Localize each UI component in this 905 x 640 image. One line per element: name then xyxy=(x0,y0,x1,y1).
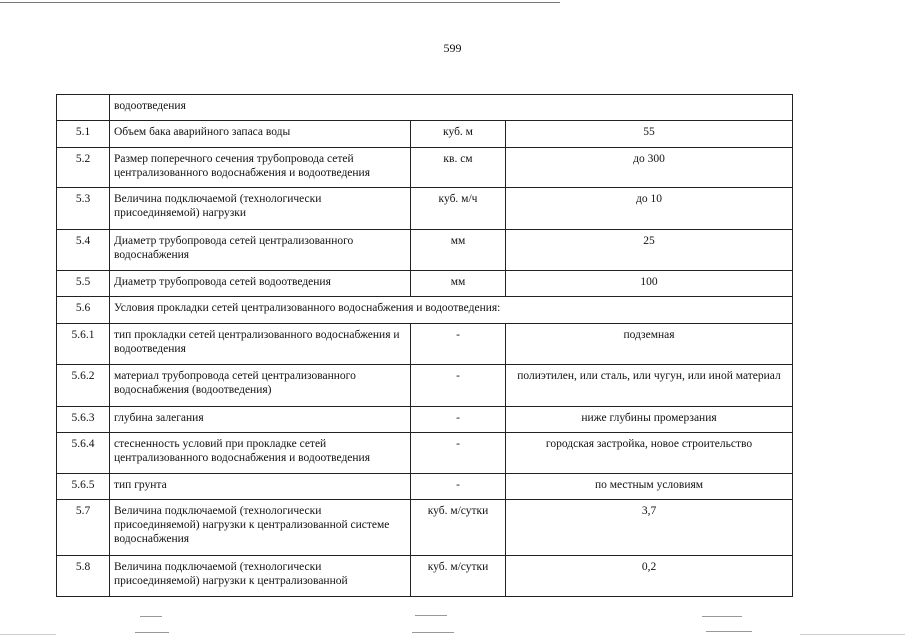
row-name: Размер поперечного сечения трубопровода сетей централизованного водоснабжения и водоотведения xyxy=(110,148,411,188)
row-name: Величина подключаемой (технологически присоединяемой) нагрузки к централизованной xyxy=(110,556,411,597)
row-unit: куб. м/сутки xyxy=(411,500,506,556)
row-unit: - xyxy=(411,474,506,500)
row-unit: кв. см xyxy=(411,148,506,188)
scan-smudge xyxy=(800,634,905,635)
row-number: 5.6.4 xyxy=(57,433,110,474)
table-row xyxy=(57,433,793,474)
row-name: Объем бака аварийного запаса воды xyxy=(110,121,411,148)
row-unit: куб. м xyxy=(411,121,506,148)
scan-smudge xyxy=(415,615,447,616)
table-row xyxy=(57,271,793,297)
row-name: тип грунта xyxy=(110,474,411,500)
row-number: 5.6.2 xyxy=(57,365,110,407)
table-row xyxy=(57,365,793,407)
row-value: ниже глубины промерзания xyxy=(506,407,793,433)
row-name: Диаметр трубопровода сетей водоотведения xyxy=(110,271,411,297)
table-row xyxy=(57,230,793,271)
table-row xyxy=(57,95,793,121)
row-number: 5.8 xyxy=(57,556,110,597)
row-name: Диаметр трубопровода сетей централизованного водоснабжения xyxy=(110,230,411,271)
scan-edge-line xyxy=(0,2,560,3)
row-name: Условия прокладки сетей централизованного водоснабжения и водоотведения: xyxy=(110,297,793,324)
scan-smudge xyxy=(702,616,742,617)
row-number: 5.2 xyxy=(57,148,110,188)
row-unit: - xyxy=(411,365,506,407)
table-row xyxy=(57,407,793,433)
row-unit: - xyxy=(411,407,506,433)
row-unit: куб. м/ч xyxy=(411,188,506,230)
scan-noise-footer xyxy=(0,612,905,640)
table-row xyxy=(57,121,793,148)
row-value: 100 xyxy=(506,271,793,297)
table-row xyxy=(57,324,793,365)
row-unit: куб. м/сутки xyxy=(411,556,506,597)
row-value: полиэтилен, или сталь, или чугун, или иной материал xyxy=(506,365,793,407)
row-number: 5.3 xyxy=(57,188,110,230)
page-number: 599 xyxy=(443,41,462,55)
scan-smudge xyxy=(135,632,169,633)
row-name: материал трубопровода сетей централизованного водоснабжения (водоотведения) xyxy=(110,365,411,407)
row-value: 0,2 xyxy=(506,556,793,597)
row-number: 5.4 xyxy=(57,230,110,271)
row-unit: мм xyxy=(411,230,506,271)
row-value: подземная xyxy=(506,324,793,365)
row-value: городская застройка, новое строительство xyxy=(506,433,793,474)
row-number: 5.5 xyxy=(57,271,110,297)
scan-smudge xyxy=(706,631,752,632)
row-number: 5.6 xyxy=(57,297,110,324)
scan-smudge xyxy=(412,632,454,633)
row-number: 5.6.5 xyxy=(57,474,110,500)
table-row xyxy=(57,556,793,597)
row-name: Величина подключаемой (технологически присоединяемой) нагрузки к централизованной системе водоснабжения xyxy=(110,500,411,556)
scan-smudge xyxy=(0,634,56,635)
table-row xyxy=(57,500,793,556)
row-value: 25 xyxy=(506,230,793,271)
row-value: по местным условиям xyxy=(506,474,793,500)
requirements-table xyxy=(56,94,793,597)
row-value: до 300 xyxy=(506,148,793,188)
row-name: стесненность условий при прокладке сетей централизованного водоснабжения и водоотведения xyxy=(110,433,411,474)
table-row xyxy=(57,188,793,230)
row-number: 5.7 xyxy=(57,500,110,556)
row-unit: - xyxy=(411,433,506,474)
row-number: 5.6.3 xyxy=(57,407,110,433)
row-value: 55 xyxy=(506,121,793,148)
scan-smudge xyxy=(140,616,162,617)
table-row xyxy=(57,474,793,500)
row-name: Величина подключаемой (технологически присоединяемой) нагрузки xyxy=(110,188,411,230)
table-row xyxy=(57,297,793,324)
table-row xyxy=(57,148,793,188)
row-number: 5.1 xyxy=(57,121,110,148)
row-name: тип прокладки сетей централизованного водоснабжения и водоотведения xyxy=(110,324,411,365)
row-name: водоотведения xyxy=(110,95,793,121)
row-value: до 10 xyxy=(506,188,793,230)
row-value: 3,7 xyxy=(506,500,793,556)
row-unit: - xyxy=(411,324,506,365)
row-unit: мм xyxy=(411,271,506,297)
row-number: 5.6.1 xyxy=(57,324,110,365)
row-name: глубина залегания xyxy=(110,407,411,433)
row-number xyxy=(57,95,110,121)
